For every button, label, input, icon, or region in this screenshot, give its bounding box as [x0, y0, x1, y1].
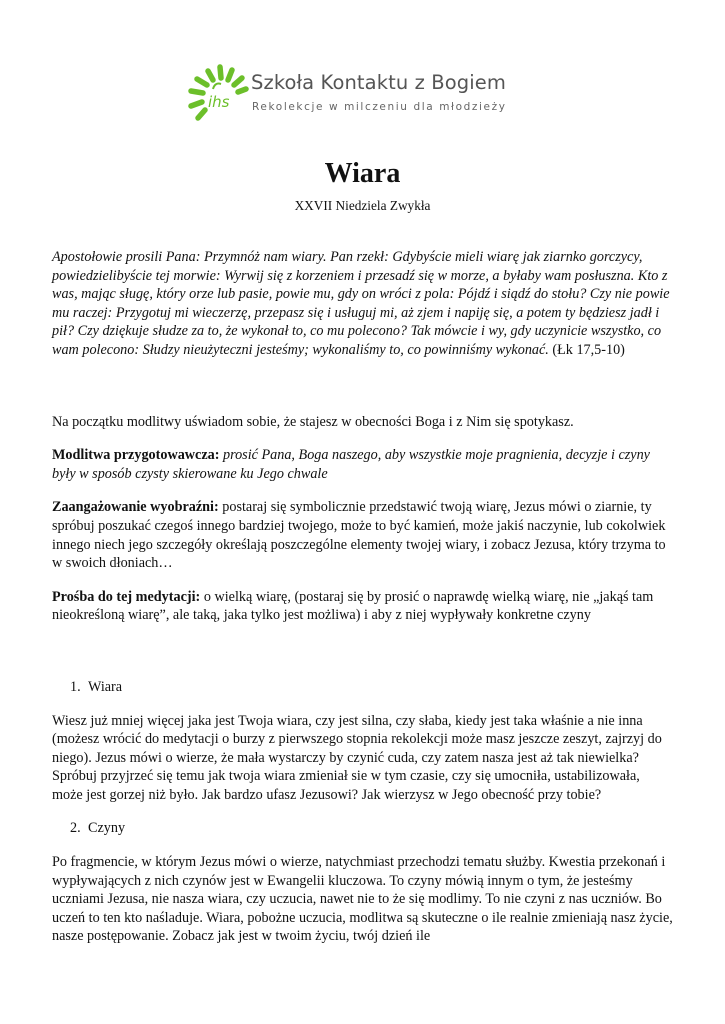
- scripture-reference: (Łk 17,5-10): [548, 341, 625, 358]
- section-title: Czyny: [88, 820, 126, 837]
- prep-prayer-text: prosić Pana, Boga naszego, aby wszystkie moje pragnienia, decyzje i czyny były w sposób czysty skierowane ku Jego chwale: [52, 447, 650, 482]
- section-body: Po fragmencie, w którym Jezus mówi o wierze, natychmiast przechodzi tematu służby. Kwestia przekonań i wypływających z nich czynów jest w Ewangelii kluczowa. To czyny mówią innym o tym, że jesteśmy uczniami Jezusa, nie nasza wiara, czy uczucia, nawet nie to że się modlimy. To nie czyni z nas uczniów. Bo uczeń to ten kto naśladuje. Wiara, pobożne uczucia, modlitwa są skuteczne o ile realnie zmieniają nasz życie, nasze postępowanie. Zobacz jak jest w twoim życiu, twój dzień ile: [52, 854, 673, 945]
- request-paragraph: [52, 588, 674, 625]
- scripture-text: Apostołowie prosili Pana: Przymnóż nam wiary. Pan rzekł: Gdybyście mieli wiarę jak ziarnko gorczycy, powiedzielibyście tej morwie: Wyrwij się z korzeniem i przesadź się w morze, a byłaby wam posłuszna. Kto z was, mając sługę, który orze lub pasie, powie mu, gdy on wróci z pola: Pójdź i siądź do stołu? Czy nie powie mu raczej: Przygotuj mi wieczerzę, przepasz się i usługuj mi, aż zjem i napiję się, a potem ty będziesz jadł i pił? Czy dziękuje słudze za to, że wykonał to, co mu polecono? Tak mówcie i wy, gdy uczynicie wszystko, co wam polecono: Słudzy nieużyteczni jesteśmy; wykonaliśmy to, co powinniśmy wykonać.: [52, 249, 670, 358]
- imagination-label: Zaangażowanie wyobraźni:: [52, 499, 219, 516]
- request-text: o wielką wiarę, (postaraj się by prosić o naprawdę wielką wiarę, nie „jakąś tam nieokreśloną wiarę”, ale taką, jaka tylko jest możliwa) i aby z niej wypływały konkretne czyny: [52, 588, 654, 624]
- document-body: [52, 248, 674, 946]
- section-heading: [52, 819, 674, 838]
- section-title: Wiara: [88, 678, 123, 695]
- section-body: Wiesz już mniej więcej jaka jest Twoja wiara, czy jest silna, czy słaba, kiedy jest taka właśnie a nie inna (możesz wrócić do medytacji o burzy z pierwszego stopnia rekolekcji może masz jeszcze zeszyt, zajrzyj do niego). Jezus mówi o wierze, że mała wystarczy by czynić cuda, czy zatem nasza jest aż tak niewielka? Spróbuj przyjrzeć się temu jak twoja wiara zmieniał sie w tym czasie, czy się umocniła, ustabilizowała, może jest gorzej niż było. Jak bardzo ufasz Jezusowi? Jak wierzysz w Jego obecność przy tobie?: [52, 712, 662, 803]
- section-number: 1.: [70, 678, 81, 695]
- prep-prayer-label: Modlitwa przygotowawcza:: [52, 447, 220, 464]
- section-number: 2.: [70, 820, 81, 837]
- page-subtitle: XXVII Niedziela Zwykła: [294, 198, 431, 213]
- imagination-text: postaraj się symbolicznie przedstawić twoją wiarę, Jezus mówi o ziarnie, ty spróbuj poszukać czegoś innego bardziej twojego, może to być kamień, może jakiś naczynie, lub cokolwiek innego niech jego szczegóły określają poszczególne elementy twojej wiary, i zobacz Jezusa, który trzyma to w swoich dłoniach…: [52, 499, 666, 572]
- brand-title: Szkoła Kontaktu z Bogiem: [251, 71, 506, 94]
- page-title: Wiara: [324, 158, 401, 189]
- header: [185, 58, 545, 128]
- logo-sun-icon: [185, 58, 249, 124]
- prep-prayer-paragraph: [52, 446, 674, 483]
- request-label: Prośba do tej medytacji:: [52, 588, 201, 605]
- section-heading: [52, 678, 674, 697]
- brand-subtitle: Rekolekcje w milczeniu dla młodzieży: [252, 101, 507, 113]
- imagination-paragraph: [52, 498, 674, 572]
- logo-monogram: ihs: [208, 93, 230, 111]
- scripture-passage: [52, 248, 674, 360]
- opening-paragraph: Na początku modlitwy uświadom sobie, że stajesz w obecności Boga i z Nim się spotykasz.: [52, 413, 574, 430]
